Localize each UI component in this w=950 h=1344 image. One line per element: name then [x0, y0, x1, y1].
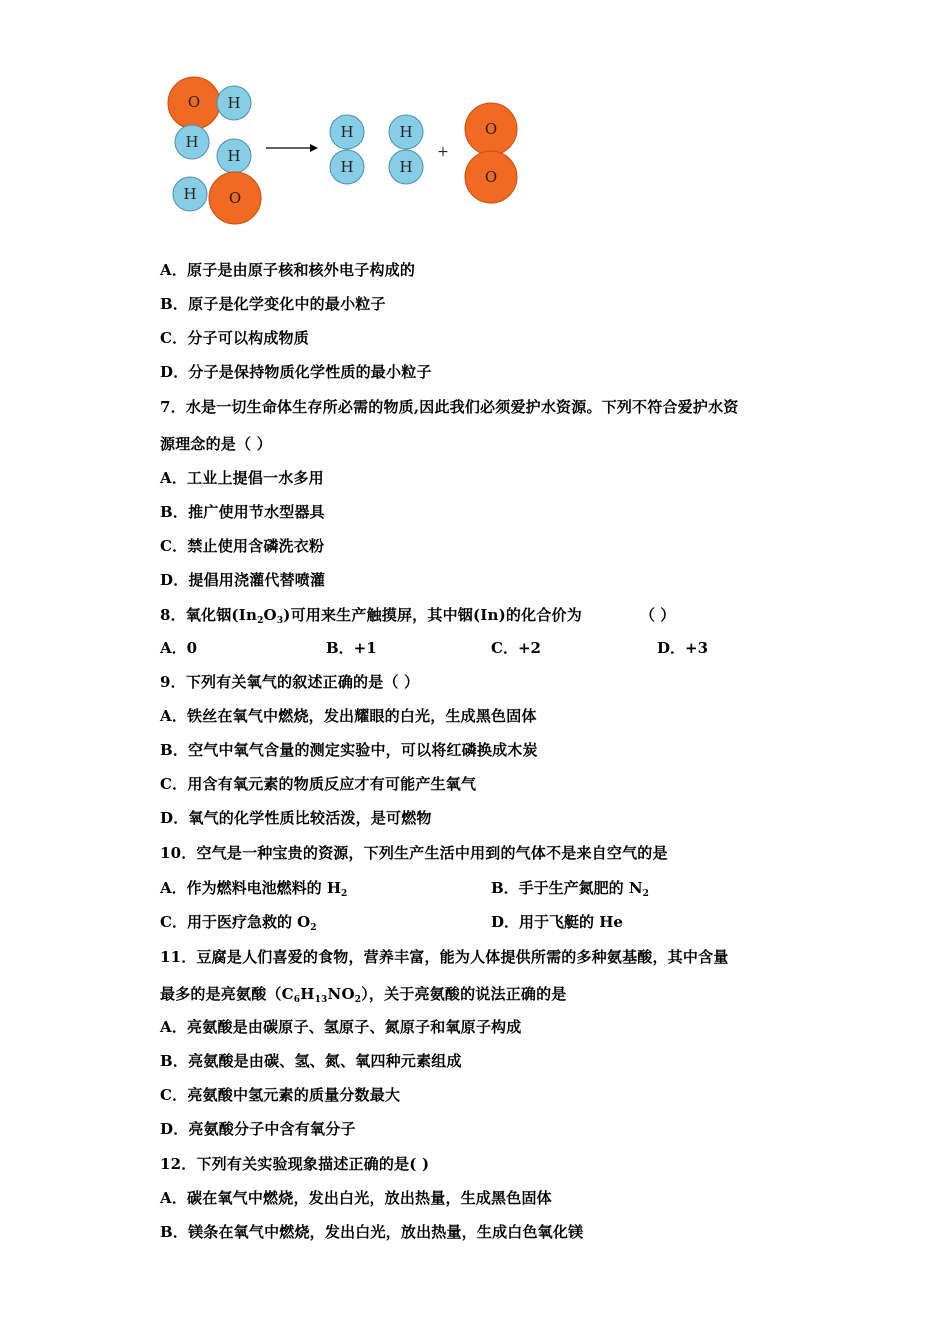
svg-text:H: H: [399, 123, 413, 141]
svg-text:O: O: [228, 189, 242, 207]
hydrogen-atom: [175, 125, 209, 159]
q9-stem: 9．下列有关氧气的叙述正确的是（ ）: [160, 673, 420, 691]
q11-stem-line2: 最多的是亮氨酸$(C_6H_{13}NO_2)$，关于亮氨酸的说法正确的是: [160, 985, 567, 1005]
q9-option-b: B．空气中氧气含量的测定实验中，可以将红磷换成木炭: [160, 741, 538, 759]
q11-option-b: B．亮氨酸是由碳、氢、氮、氧四种元素组成: [160, 1052, 462, 1070]
q6-option-c: C．分子可以构成物质: [160, 329, 309, 347]
q12-option-a: A．碳在氧气中燃烧，发出白光，放出热量，生成黑色固体: [160, 1189, 552, 1207]
oxygen-atom: [168, 77, 220, 129]
hydrogen-atom: [173, 177, 207, 211]
reaction-arrow: [266, 144, 318, 152]
q9-option-c: C．用含有氧元素的物质反应才有可能产生氧气: [160, 775, 477, 793]
q10-option-b: B．手于生产氮肥的 $N_2$: [491, 879, 649, 899]
svg-text:O: O: [484, 168, 498, 186]
molecule-reaction-diagram: [160, 72, 540, 232]
q8-option-d: D．+3: [657, 639, 709, 657]
q7-option-a: A．工业上提倡一水多用: [160, 469, 324, 487]
svg-text:H: H: [183, 185, 197, 203]
q7-stem-line2: 源理念的是（ ）: [160, 435, 272, 453]
q11-option-c: C．亮氨酸中氢元素的质量分数最大: [160, 1086, 401, 1104]
hydrogen-atom: [389, 115, 423, 149]
oxygen-atom: [465, 151, 517, 203]
q11-stem-line1: 11．豆腐是人们喜爱的食物，营养丰富，能为人体提供所需的多种氨基酸，其中含量: [160, 948, 729, 966]
q6-option-d: D．分子是保持物质化学性质的最小粒子: [160, 363, 432, 381]
q8-answer-paren: （ ）: [640, 606, 676, 624]
q10-option-d: D．用于飞艇的 He: [491, 913, 623, 931]
svg-text:H: H: [340, 158, 354, 176]
hydrogen-atom: [330, 115, 364, 149]
q8-stem: 8．氧化铟$(In_2O_3)$可用来生产触摸屏，其中铟(In)的化合价为: [160, 606, 582, 626]
q6-option-a: A．原子是由原子核和核外电子构成的: [160, 261, 416, 279]
hydrogen-atom: [217, 86, 251, 120]
q8-option-a: A．0: [160, 639, 198, 657]
svg-text:O: O: [187, 93, 201, 111]
svg-text:O: O: [484, 120, 498, 138]
hydrogen-atom: [330, 150, 364, 184]
q7-option-b: B．推广使用节水型器具: [160, 503, 325, 521]
q11-option-a: A．亮氨酸是由碳原子、氢原子、氮原子和氧原子构成: [160, 1018, 522, 1036]
q9-option-d: D．氧气的化学性质比较活泼，是可燃物: [160, 809, 432, 827]
hydrogen-atom: [389, 150, 423, 184]
svg-text:H: H: [399, 158, 413, 176]
q7-option-d: D．提倡用浇灌代替喷灌: [160, 571, 326, 589]
q7-option-c: C．禁止使用含磷洗衣粉: [160, 537, 325, 555]
q8-option-c: C．+2: [491, 639, 541, 657]
oxygen-atom: [465, 103, 517, 155]
hydrogen-atom: [217, 139, 251, 173]
svg-text:H: H: [227, 94, 241, 112]
q10-option-a: A．作为燃料电池燃料的 $H_2$: [160, 879, 348, 899]
svg-text:H: H: [340, 123, 354, 141]
q10-stem: 10．空气是一种宝贵的资源，下列生产生活中用到的气体不是来自空气的是: [160, 844, 668, 862]
svg-text:H: H: [227, 147, 241, 165]
q12-stem: 12．下列有关实验现象描述正确的是( ): [160, 1155, 430, 1173]
q12-option-b: B．镁条在氧气中燃烧，发出白光，放出热量，生成白色氧化镁: [160, 1223, 584, 1241]
svg-text:H: H: [185, 133, 199, 151]
plus-sign: +: [437, 144, 449, 160]
q6-option-b: B．原子是化学变化中的最小粒子: [160, 295, 386, 313]
q11-option-d: D．亮氨酸分子中含有氧分子: [160, 1120, 356, 1138]
q9-option-a: A．铁丝在氧气中燃烧，发出耀眼的白光，生成黑色固体: [160, 707, 537, 725]
oxygen-atom: [209, 172, 261, 224]
q7-stem-line1: 7．水是一切生命体生存所必需的物质,因此我们必须爱护水资源。下列不符合爱护水资: [160, 398, 739, 416]
q8-option-b: B．+1: [326, 639, 377, 657]
q10-option-c: C．用于医疗急救的 $O_2$: [160, 913, 317, 933]
